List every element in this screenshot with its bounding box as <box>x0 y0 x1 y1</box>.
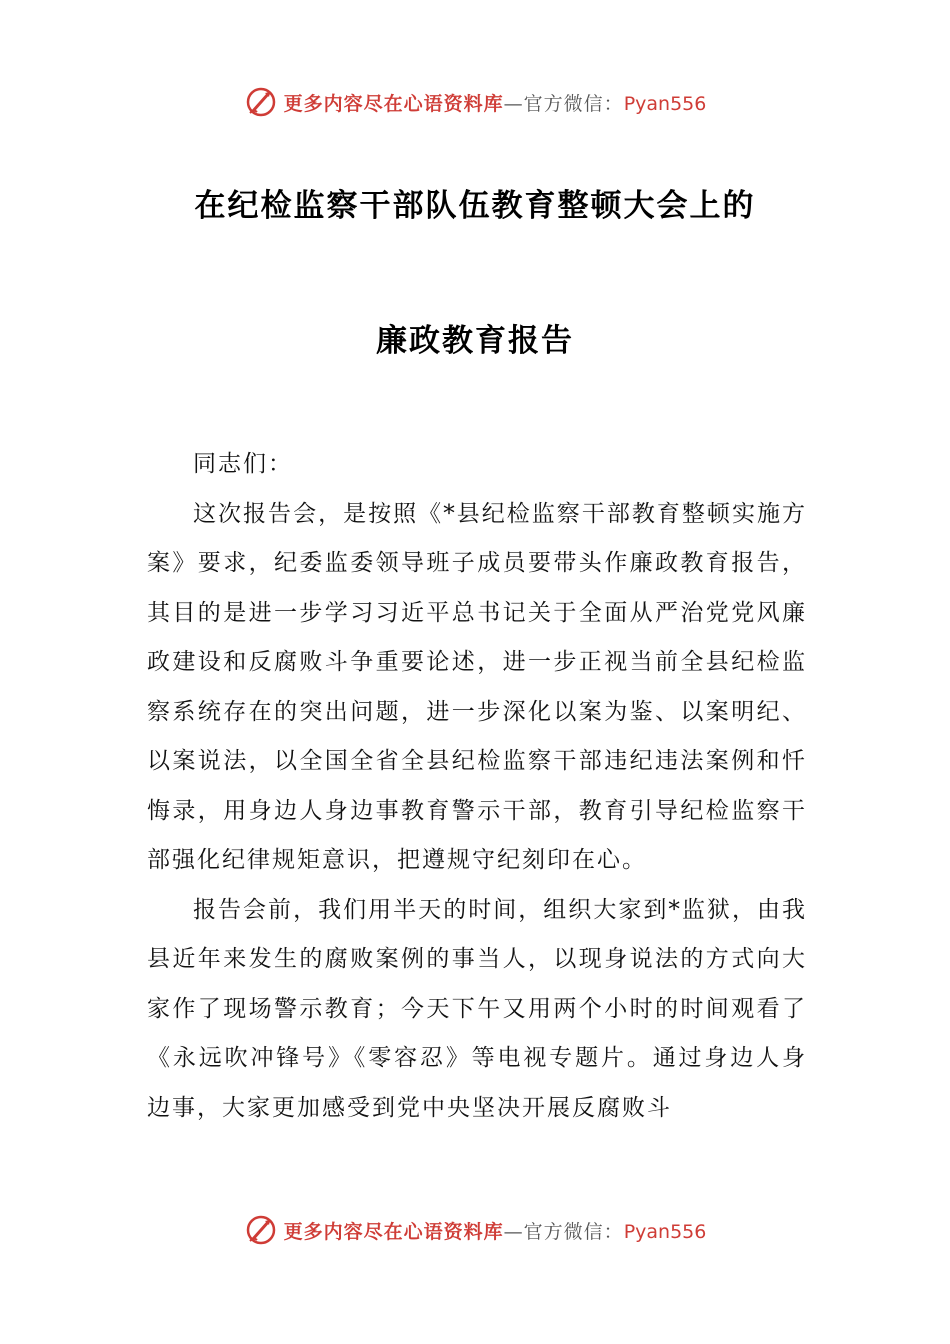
banner-dash: — <box>503 1220 524 1243</box>
wechat-label: 官方微信： <box>523 1220 624 1243</box>
pen-logo-icon <box>244 1213 278 1247</box>
wechat-id: Pyan556 <box>623 92 707 115</box>
body-paragraph: 这次报告会，是按照《*县纪检监察干部教育整顿实施方案》要求，纪委监委领导班子成员要带头作廉政教育报告，其目的是进一步学习习近平总书记关于全面从严治党党风廉政建设和反腐败斗争重要论述，进一步正视当前全县纪检监察系统存在的突出问题，进一步深化以案为鉴、以案明纪、以案说法，以全国全省全县纪检监察干部违纪违法案例和忏悔录，用身边人身边事教育警示干部，教育引导纪检监察干部强化纪律规矩意识，把遵规守纪刻印在心。 <box>147 500 807 873</box>
library-name: 更多内容尽在心语资料库 <box>283 92 504 115</box>
header-banner <box>0 82 950 122</box>
wechat-id: Pyan556 <box>623 1220 707 1243</box>
banner-dash: — <box>503 92 524 115</box>
library-name: 更多内容尽在心语资料库 <box>283 1220 504 1243</box>
banner-text <box>284 1217 707 1244</box>
body-paragraph: 报告会前，我们用半天的时间，组织大家到*监狱，由我县近年来发生的腐败案例的事当人，以现身说法的方式向大家作了现场警示教育；今天下午又用两个小时的时间观看了《永远吹冲锋号》《零容忍》等电视专题片。通过身边人身边事，大家更加感受到党中央坚决开展反腐败斗 <box>147 896 807 1121</box>
document-body <box>147 440 807 1133</box>
document-title-line-1: 在纪检监察干部队伍教育整顿大会上的 <box>194 188 756 224</box>
banner-text <box>284 89 707 116</box>
salutation: 同志们： <box>193 451 293 477</box>
pen-logo-icon <box>244 85 278 119</box>
wechat-label: 官方微信： <box>523 92 624 115</box>
footer-banner <box>0 1210 950 1250</box>
document-title-line-2: 廉政教育报告 <box>376 323 574 359</box>
